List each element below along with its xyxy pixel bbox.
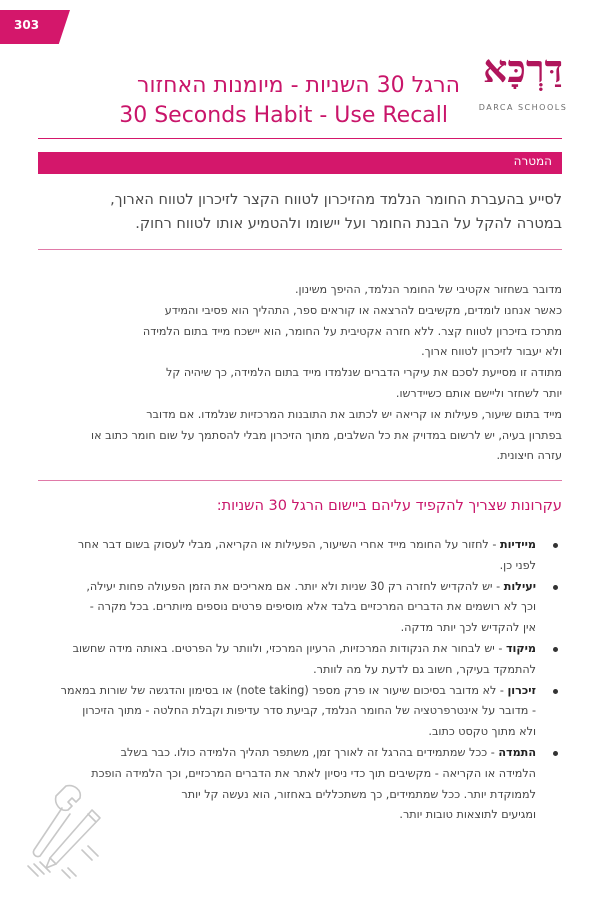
body-line: ולא יעבור לזיכרון לטווח ארוך. <box>421 345 562 359</box>
principle-term: מיקוד <box>505 641 536 655</box>
principle-term: התמדה <box>498 745 536 759</box>
principle-text: ומגיעים לתוצאות טובות יותר. <box>399 808 536 822</box>
body-line: מדובר בשחזור אקטיבי של החומר הנלמד, ההיפך משינון. <box>294 283 562 296</box>
body-line: בפתרון בעיה, יש לרשום במדויק את כל השלבים, מתוך הזיכרון מבלי להסתמך על שום חומר כתוב או <box>91 428 562 442</box>
principle-text: - יש להקדיש לחזרה רק 30 שניות ולא יותר. אם מאריכים את הזמן הפעולה פחות יעילה, <box>86 579 504 593</box>
list-item <box>38 577 562 639</box>
goal-text <box>38 188 562 236</box>
list-item <box>38 743 562 826</box>
logo-hebrew: דַּרְכָּא <box>483 46 563 91</box>
principle-text: - לחזור על החומר מייד אחרי השיעור, הפעילות או הקריאה, מבלי לעסוק בשום דבר אחר <box>77 538 500 551</box>
list-item <box>38 535 562 577</box>
list-item <box>38 639 562 681</box>
body-paragraph <box>38 280 562 467</box>
goal-line: לסייע בהעברת החומר הנלמד מהזיכרון לטווח הקצר לזיכרון לטווח הארוך, <box>110 192 562 208</box>
body-divider <box>38 480 562 481</box>
principle-text: לפני כן. <box>499 558 536 572</box>
bullet-icon <box>553 647 558 652</box>
principle-term: זיכרון <box>507 683 536 697</box>
page-number: 303 <box>14 18 40 32</box>
goal-divider <box>38 249 562 250</box>
page-title-hebrew: הרגל 30 השניות - מיומנות האחזור <box>137 73 460 98</box>
bullet-icon <box>553 689 558 694</box>
body-line: מתודה זו מסייעת לסכם את עיקרי הדברים שנלמדו מייד בתום הלמידה, כך שיהיה קל <box>166 366 562 380</box>
tools-icon <box>22 780 108 880</box>
body-line: מייד בתום שיעור, פעילות או קריאה יש לכתוב את התובנות המרכזיות שנלמדו. אם מדובר <box>146 407 562 421</box>
principle-text: - יש לבחור את הנקודות המרכזיות, הרעיון המרכזי, ולוותר על הפרטים. באותה מידה שחשוב <box>72 641 506 655</box>
goal-section-label: המטרה <box>513 154 552 168</box>
principle-text: להתמקד בעיקר, חשוב גם לדעת על מה לוותר. <box>313 662 536 676</box>
goal-section-bar <box>38 152 562 174</box>
title-divider <box>38 138 562 139</box>
principle-text: לממוקדת יותר. ככל שמתמידים, כך משתכללים באחזור, הוא נעשה קל יותר <box>181 787 536 801</box>
body-line: עזרה חיצונית. <box>496 449 562 463</box>
principle-text: ולא מתוך טקסט כתוב. <box>428 725 536 739</box>
principle-text: - מדובר על אינטרפרטציה של החומר הנלמד, קביעת סדר עדיפות וקבלת החלטה - מתוך הזיכרון <box>82 704 536 718</box>
logo-english: DARCA SCHOOLS <box>478 103 568 112</box>
principles-heading: עקרונות שצריך להקפיד עליהם ביישום הרגל 30 השניות: <box>216 498 562 514</box>
bullet-icon <box>553 585 558 590</box>
goal-line: במטרה להקל על הבנת החומר ועל יישומו ולהטמיע אותו לטווח רחוק. <box>135 216 562 232</box>
bullet-icon <box>553 751 558 756</box>
body-line: מתרכז בזיכרון לטווח קצר. ללא חזרה אקטיבית על החומר, הוא יישכח מייד בתום הלמידה <box>142 324 562 338</box>
principle-term: מיידיות <box>499 538 536 551</box>
bullet-icon <box>553 543 558 548</box>
body-line: יותר לשחזר וליישם אותם כשיידרשו. <box>395 386 562 400</box>
principle-text: - לא מדובר בסיכום שיעור או פרק מספר (note taking) או בסימון והדגשה של שורות במאמר <box>60 683 508 697</box>
principle-text: הלמידה או הקריאה - מקשיבים תוך כדי ניסיון לאתר את הדברים המרכזיים, וכך הלמידה הופכת <box>91 766 536 780</box>
body-line: כאשר אנחנו לומדים, מקשיבים להרצאה או קוראים ספר, התהליך הוא פסיבי והמידע <box>164 303 562 317</box>
principle-text: - ככל שמתמידים בהרגל זה לאורך זמן, משתפר תהליך הלמידה כולו. כבר בשלב <box>120 745 499 759</box>
list-item <box>38 681 562 743</box>
principle-text: אין להקדיש לכך יותר מדקה. <box>400 621 536 635</box>
principle-text: וכך לא רושמים את הדברים המרכזיים בלבד אלא מוסיפים פרטים נוספים מיותרים. בכל מקרה - <box>89 600 536 614</box>
principles-list <box>38 535 562 826</box>
principle-term: יעילות <box>503 579 536 593</box>
page-title-english: 30 Seconds Habit - Use Recall <box>119 103 448 128</box>
